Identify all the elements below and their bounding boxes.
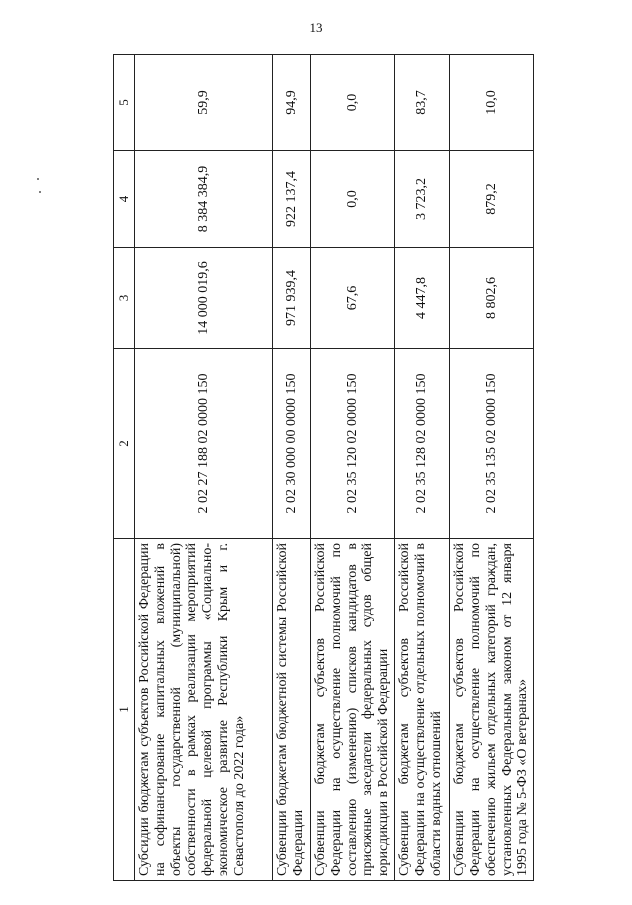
table-row: [311, 55, 395, 881]
header-col-1: 1: [114, 539, 135, 881]
row-budget-code: 2 02 35 120 02 0000 150: [311, 349, 395, 539]
row-actual-value: 0,0: [311, 151, 395, 248]
row-percent-value: 94,9: [273, 55, 311, 151]
row-description: Субвенции бюджетам бюджетной системы Российской Федерации: [273, 539, 311, 881]
row-plan-value: 971 939,4: [273, 248, 311, 349]
row-plan-value: 4 447,8: [395, 248, 450, 349]
row-percent-value: 10,0: [450, 55, 534, 151]
header-col-2: 2: [114, 349, 135, 539]
budget-revenue-table: [113, 54, 534, 881]
header-row: [114, 55, 135, 881]
header-col-4: 4: [114, 151, 135, 248]
row-plan-value: 8 802,6: [450, 248, 534, 349]
row-description: Субвенции бюджетам субъектов Российской Федерации на осуществление отдельных полномочий в области водных отношений: [395, 539, 450, 881]
table-row: [135, 55, 273, 881]
row-actual-value: 879,2: [450, 151, 534, 248]
header-col-3: 3: [114, 248, 135, 349]
row-budget-code: 2 02 30 000 00 0000 150: [273, 349, 311, 539]
row-percent-value: 83,7: [395, 55, 450, 151]
row-plan-value: 67,6: [311, 248, 395, 349]
rotated-table-frame: [113, 55, 531, 881]
scan-speck: [37, 178, 39, 180]
table-row: [395, 55, 450, 881]
row-plan-value: 14 000 019,6: [135, 248, 273, 349]
scan-speck: [39, 191, 41, 193]
row-description: Субсидии бюджетам субъектов Российской Федерации на софинансирование капитальных вложений в объекты государственной (муниципальной) собственности в рамках реализации мероприятий федеральной целевой программы «Социально-экономическое развитие Республики Крым и г. Севастополя до 2022 года»: [135, 539, 273, 881]
row-budget-code: 2 02 35 135 02 0000 150: [450, 349, 534, 539]
budget-table-container: [113, 55, 531, 881]
row-actual-value: 3 723,2: [395, 151, 450, 248]
row-actual-value: 922 137,4: [273, 151, 311, 248]
row-description: Субвенции бюджетам субъектов Российской Федерации на осуществление полномочий по обеспечению жильем отдельных категорий граждан, установленных Федеральным законом от 12 января 1995 года № 5-ФЗ «О ветеранах»: [450, 539, 534, 881]
header-col-5: 5: [114, 55, 135, 151]
row-budget-code: 2 02 35 128 02 0000 150: [395, 349, 450, 539]
page-number: 13: [309, 20, 323, 35]
row-budget-code: 2 02 27 188 02 0000 150: [135, 349, 273, 539]
row-actual-value: 8 384 384,9: [135, 151, 273, 248]
table-row: [450, 55, 534, 881]
row-description: Субвенции бюджетам субъектов Российской Федерации на осуществление полномочий по составлению (изменению) списков кандидатов в присяжные заседатели федеральных судов общей юрисдикции в Российской Федерации: [311, 539, 395, 881]
row-percent-value: 0,0: [311, 55, 395, 151]
row-percent-value: 59,9: [135, 55, 273, 151]
table-row: [273, 55, 311, 881]
